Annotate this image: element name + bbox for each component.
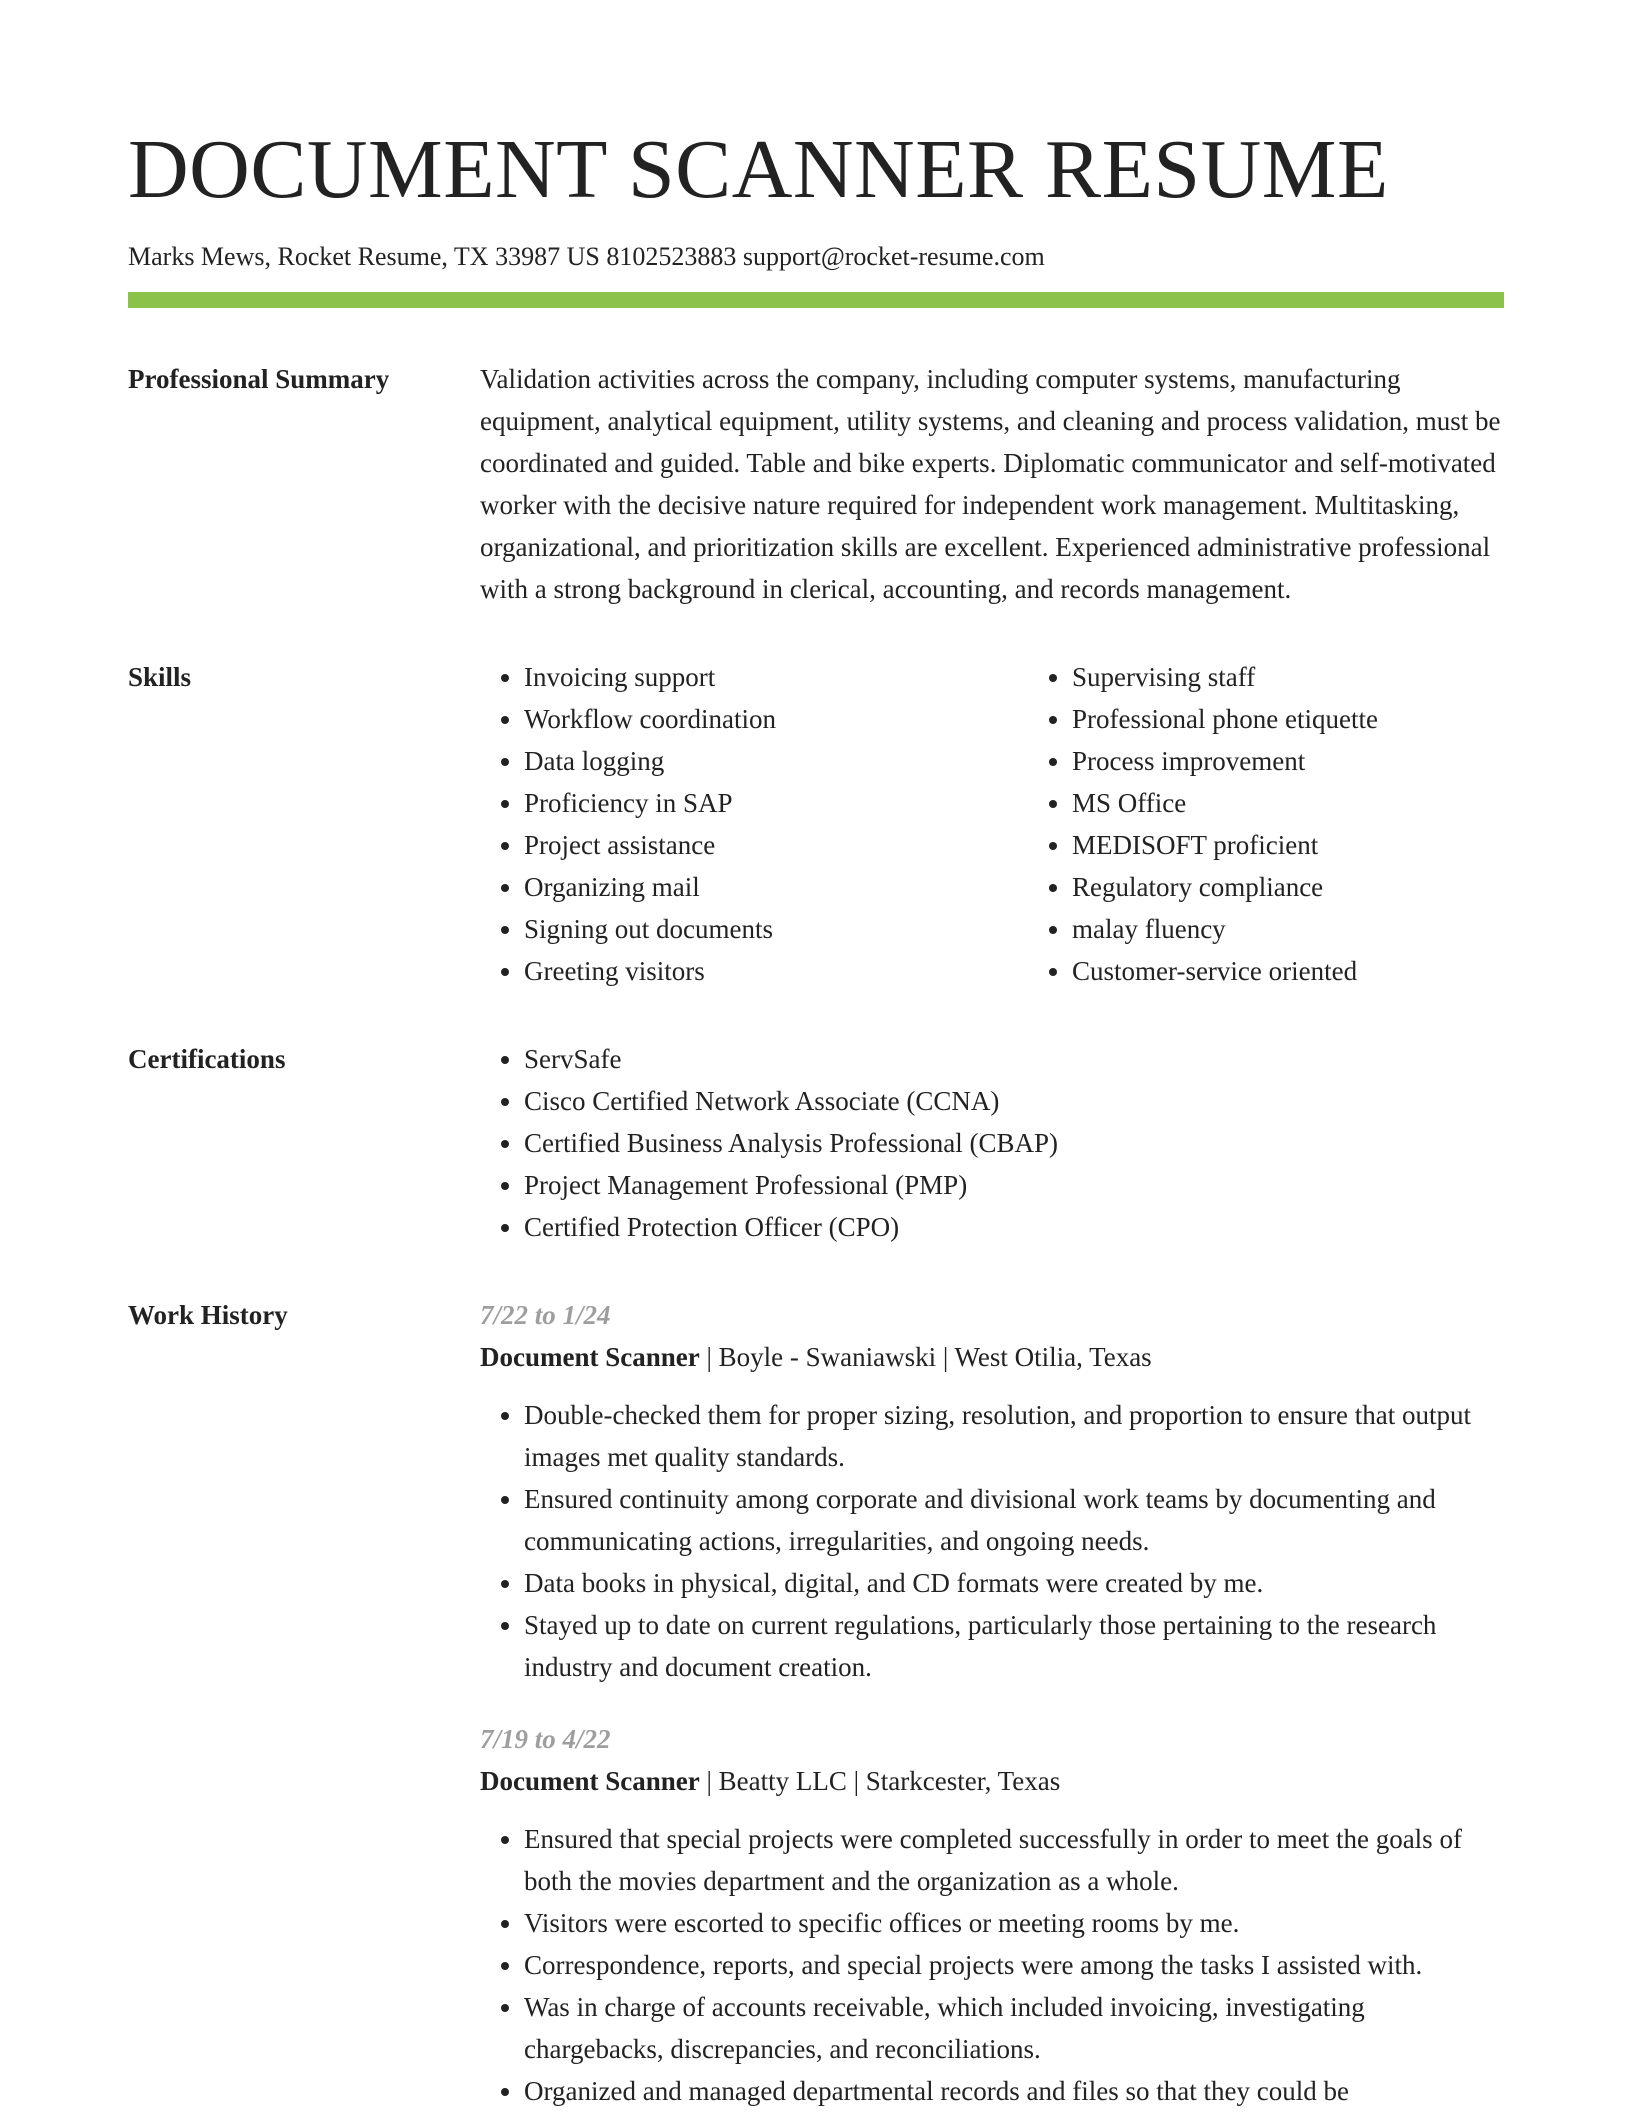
skill-item: • Proficiency in SAP: [524, 782, 984, 824]
job-entry: [480, 1294, 1504, 1688]
certifications-list: [480, 1038, 1504, 1248]
job-bullet: • Stayed up to date on current regulations, particularly those pertaining to the research industry and document creation.: [524, 1604, 1504, 1688]
skills-heading: Skills: [128, 662, 192, 692]
skills-list-left: [480, 656, 984, 992]
skills-list-right: [1028, 656, 1492, 992]
certification-item: • Cisco Certified Network Associate (CCNA): [524, 1080, 1504, 1122]
job-entry: [480, 1718, 1504, 2112]
skill-item: • Workflow coordination: [524, 698, 984, 740]
skill-item: • Greeting visitors: [524, 950, 984, 992]
certification-item: • Certified Protection Officer (CPO): [524, 1206, 1504, 1248]
job-bullet: • Correspondence, reports, and special projects were among the tasks I assisted with.: [524, 1944, 1504, 1986]
skill-item: • Process improvement: [1072, 740, 1492, 782]
job-bullets: [480, 1818, 1504, 2112]
job-bullet: • Ensured that special projects were completed successfully in order to meet the goals of both the movies department and the organization as a whole.: [524, 1818, 1504, 1902]
summary-section: [128, 358, 1504, 610]
job-bullet: • Visitors were escorted to specific offices or meeting rooms by me.: [524, 1902, 1504, 1944]
accent-rule: [128, 292, 1504, 308]
skill-item: • Regulatory compliance: [1072, 866, 1492, 908]
skill-item: • Data logging: [524, 740, 984, 782]
certifications-section: [128, 1038, 1504, 1248]
contact-line: Marks Mews, Rocket Resume, TX 33987 US 8102523883 support@rocket-resume.com: [128, 242, 1045, 271]
certification-item: • Project Management Professional (PMP): [524, 1164, 1504, 1206]
summary-text: Validation activities across the company, including computer systems, manufacturing equipment, analytical equipment, utility systems, and cleaning and process validation, must be coordinated and guided. Table and bike experts. Diplomatic communicator and self-motivated worker with the decisive nature required for independent work management. Multitasking, organizational, and prioritization skills are excellent. Experienced administrative professional with a strong background in clerical, accounting, and records management.: [480, 364, 1501, 604]
job-heading: [480, 1336, 1504, 1378]
resume-title: DOCUMENT SCANNER RESUME: [128, 123, 1389, 216]
job-dates: 7/19 to 4/22: [480, 1724, 611, 1754]
skill-item: • malay fluency: [1072, 908, 1492, 950]
job-title: Document Scanner: [480, 1766, 700, 1796]
skill-item: • Professional phone etiquette: [1072, 698, 1492, 740]
certification-item: • Certified Business Analysis Professional (CBAP): [524, 1122, 1504, 1164]
skill-item: • Organizing mail: [524, 866, 984, 908]
skill-item: • Project assistance: [524, 824, 984, 866]
job-bullets: [480, 1394, 1504, 1688]
skill-item: • Customer-service oriented: [1072, 950, 1492, 992]
job-heading: [480, 1760, 1504, 1802]
job-bullet: • Double-checked them for proper sizing, resolution, and proportion to ensure that output images met quality standards.: [524, 1394, 1504, 1478]
certification-item: • ServSafe: [524, 1038, 1504, 1080]
job-bullet: • Data books in physical, digital, and CD formats were created by me.: [524, 1562, 1504, 1604]
job-dates: 7/22 to 1/24: [480, 1300, 611, 1330]
skill-item: • MEDISOFT proficient: [1072, 824, 1492, 866]
work-history-heading: Work History: [128, 1300, 288, 1330]
skill-item: • Signing out documents: [524, 908, 984, 950]
skill-item: • MS Office: [1072, 782, 1492, 824]
resume-page: [128, 0, 1504, 2112]
job-bullet: • Organized and managed departmental records and files so that they could be: [524, 2070, 1504, 2112]
job-employer-location: | Boyle - Swaniawski | West Otilia, Texas: [699, 1342, 1152, 1372]
job-employer-location: | Beatty LLC | Starkcester, Texas: [699, 1766, 1061, 1796]
summary-heading: Professional Summary: [128, 364, 390, 394]
job-title: Document Scanner: [480, 1342, 700, 1372]
skills-section: [128, 656, 1504, 992]
job-bullet: • Was in charge of accounts receivable, which included invoicing, investigating chargebacks, discrepancies, and reconciliations.: [524, 1986, 1504, 2070]
certifications-heading: Certifications: [128, 1044, 286, 1074]
work-history-section: [128, 1294, 1504, 2112]
skill-item: • Invoicing support: [524, 656, 984, 698]
job-bullet: • Ensured continuity among corporate and divisional work teams by documenting and communicating actions, irregularities, and ongoing needs.: [524, 1478, 1504, 1562]
skill-item: • Supervising staff: [1072, 656, 1492, 698]
